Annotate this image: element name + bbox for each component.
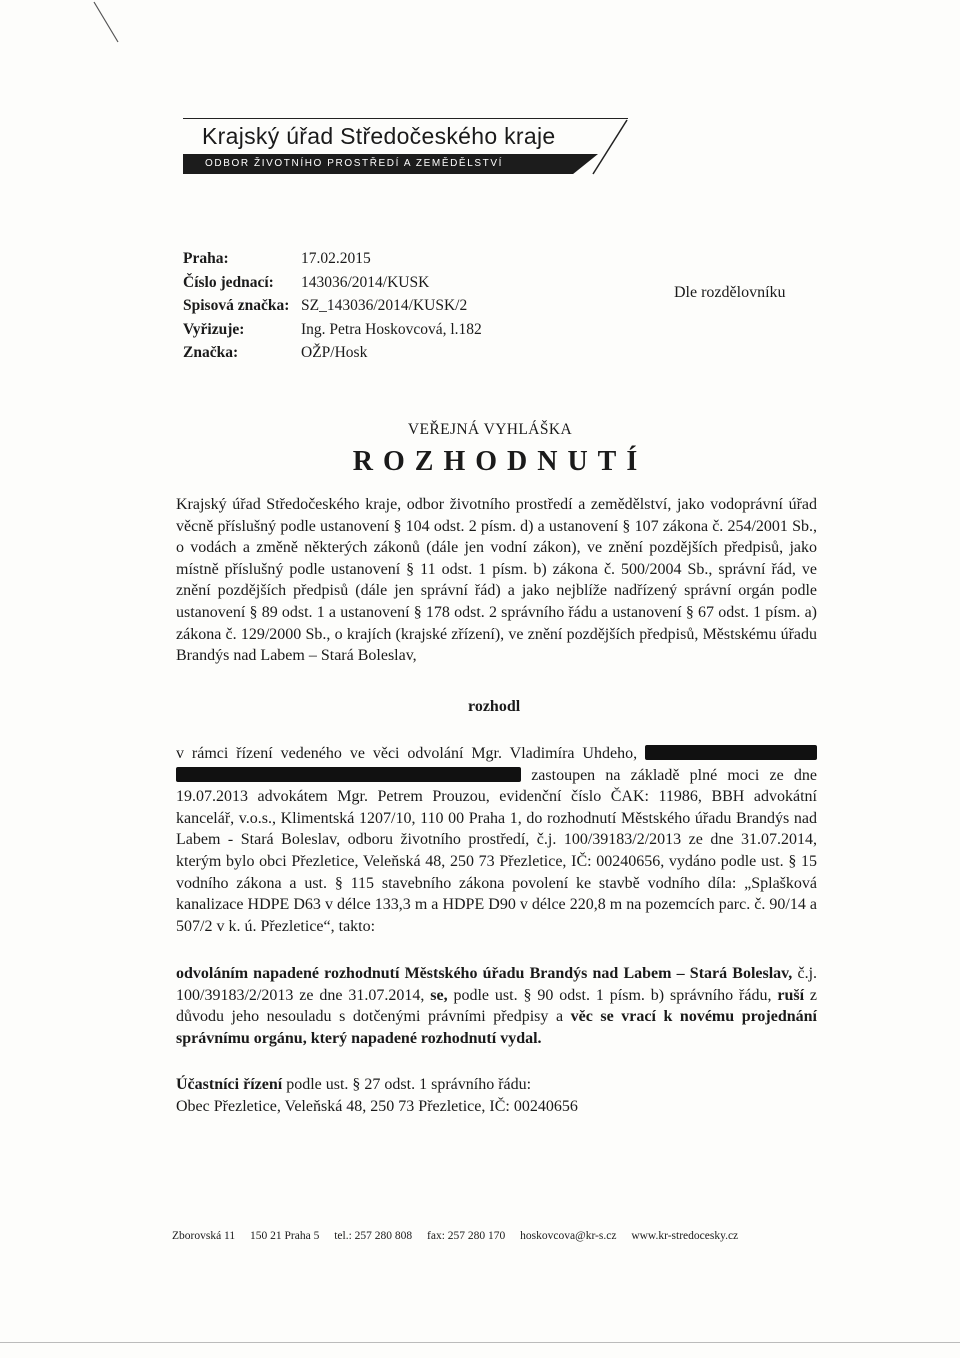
participants-label: Účastníci řízení <box>176 1076 283 1093</box>
meta-label: Vyřizuje: <box>183 320 245 338</box>
proceeding-paragraph <box>176 743 817 937</box>
redaction-bar <box>645 745 817 760</box>
proceeding-start: v rámci řízení vedeného ve věci odvolání Mgr. Vladimíra Uhdeho, <box>176 745 638 762</box>
meta-label: Značka: <box>183 344 239 361</box>
verdict-bold-lead: odvoláním napadené rozhodnutí Městského úřadu Brandýs nad Labem – Stará Boleslav, <box>176 965 793 982</box>
verdict-law: podle ust. § 90 odst. 1 písm. b) správního řádu, <box>453 986 772 1004</box>
verdict-se: se, <box>430 986 448 1004</box>
footer-fax: fax: 257 280 170 <box>427 1230 506 1242</box>
decision-heading: ROZHODNUTÍ <box>352 446 648 477</box>
verdict-bold-return: věc se vrací k novému projednání správnímu orgánu, který napadené rozhodnutí vydal. <box>176 1008 817 1047</box>
participant: Obec Přezletice, Veleňská 48, 250 73 Přezletice, IČ: 00240656 <box>176 1097 578 1115</box>
document-meta <box>183 250 482 368</box>
verdict-reason: z důvodu jeho nesouladu s dotčenými právními předpisy a <box>176 986 818 1026</box>
footer-web: www.kr-stredocesky.cz <box>631 1230 739 1242</box>
meta-label: Spisová značka: <box>183 297 290 314</box>
meta-row-file-mark <box>183 297 482 321</box>
intro-paragraph: Krajský úřad Středočeského kraje, odbor životního prostředí a zemědělství, jako vodoprávní úřad věcně příslušný podle ustanovení § 104 odst. 2 písm. d) a ustanovení § 107 zákona č. 254/2001 Sb., o vodách a změně některých zákonů (dále jen vodní zákon), ve znění pozdějších předpisů, jako místně příslušný podle ustanovení § 11 odst. 1 písm. b) zákona č. 500/2004 Sb., správní řád, ve znění pozdějších předpisů (dále jen správní řád) a jako nejblíže nadřízený správní orgán podle ustanovení § 89 odst. 1 a ustanovení § 178 odst. 2 správního řádu a ustanovení § 67 odst. 1 písm. a) zákona č. 129/2000 Sb., o krajích (krajské zřízení), ve znění pozdějších předpisů, Městskému úřadu Brandýs nad Labem – Stará Boleslav, <box>176 496 817 665</box>
redaction-bar <box>176 767 521 782</box>
proceeding-rest: zastoupen na základě plné moci ze dne 19.07.2013 advokátem Mgr. Petrem Prouzou, evidenční číslo ČAK: 11986, BBH advokátní kancelář, v.o.s., Klimentská 1207/10, 110 00 Praha 1, do rozhodnutí Městského úřadu Brandýs nad Labem - Stará Boleslav, odboru životního prostředí, č.j. 100/39183/2/2013 ze dne 31.07.2014, kterým bylo obci Přezletice, Veleňská 48, 250 73 Přezletice, IČ: 00240656, vydáno podle ust. § 15 vodního zákona a ust. § 115 stavebního zákona povolení ke stavbě vodního díla: „Splašková kanalizace HDPE D63 v délce 133,3 m a HDPE D90 v délce 220,8 m na pozemcích parc. č. 90/14 a 507/2 v k. ú. Přezletice“, takto: <box>176 766 818 935</box>
office-header-banner <box>183 118 628 176</box>
meta-row-mark <box>183 344 482 368</box>
verdict-reference: č.j. 100/39183/2/2013 ze dne 31.07.2014, <box>176 965 818 1004</box>
notice-heading: VEŘEJNÁ VYHLÁŠKA <box>407 421 573 438</box>
meta-label: Praha: <box>183 250 229 267</box>
decided-label: rozhodl <box>468 698 521 715</box>
footer-street: Zborovská 11 <box>172 1230 236 1242</box>
meta-row-date <box>183 250 482 274</box>
meta-row-handler <box>183 321 482 345</box>
footer-tel: tel.: 257 280 808 <box>334 1230 413 1242</box>
scan-mark <box>92 0 120 44</box>
footer-contact <box>172 1230 822 1242</box>
office-title: Krajský úřad Středočeského kraje <box>202 123 556 149</box>
footer-city: 150 21 Praha 5 <box>250 1230 320 1242</box>
meta-value: 17.02.2015 <box>301 250 371 267</box>
meta-value: 143036/2014/KUSK <box>301 273 430 291</box>
department-name: ODBOR ŽIVOTNÍHO PROSTŘEDÍ A ZEMĚDĚLSTVÍ <box>205 158 503 169</box>
meta-value: SZ_143036/2014/KUSK/2 <box>301 297 468 314</box>
meta-label: Číslo jednací: <box>183 273 274 291</box>
meta-value: OŽP/Hosk <box>301 344 368 361</box>
verdict-rusi: ruší <box>777 986 805 1004</box>
verdict-paragraph <box>176 963 817 1049</box>
recipient: Dle rozdělovníku <box>674 284 786 301</box>
participants-paragraph <box>176 1074 817 1117</box>
participants-law: podle ust. § 27 odst. 1 správního řádu: <box>286 1076 532 1093</box>
meta-row-reference <box>183 274 482 298</box>
page-edge <box>0 1342 960 1343</box>
meta-value: Ing. Petra Hoskovcová, l.182 <box>301 320 482 338</box>
footer-email: hoskovcova@kr-s.cz <box>520 1230 617 1242</box>
